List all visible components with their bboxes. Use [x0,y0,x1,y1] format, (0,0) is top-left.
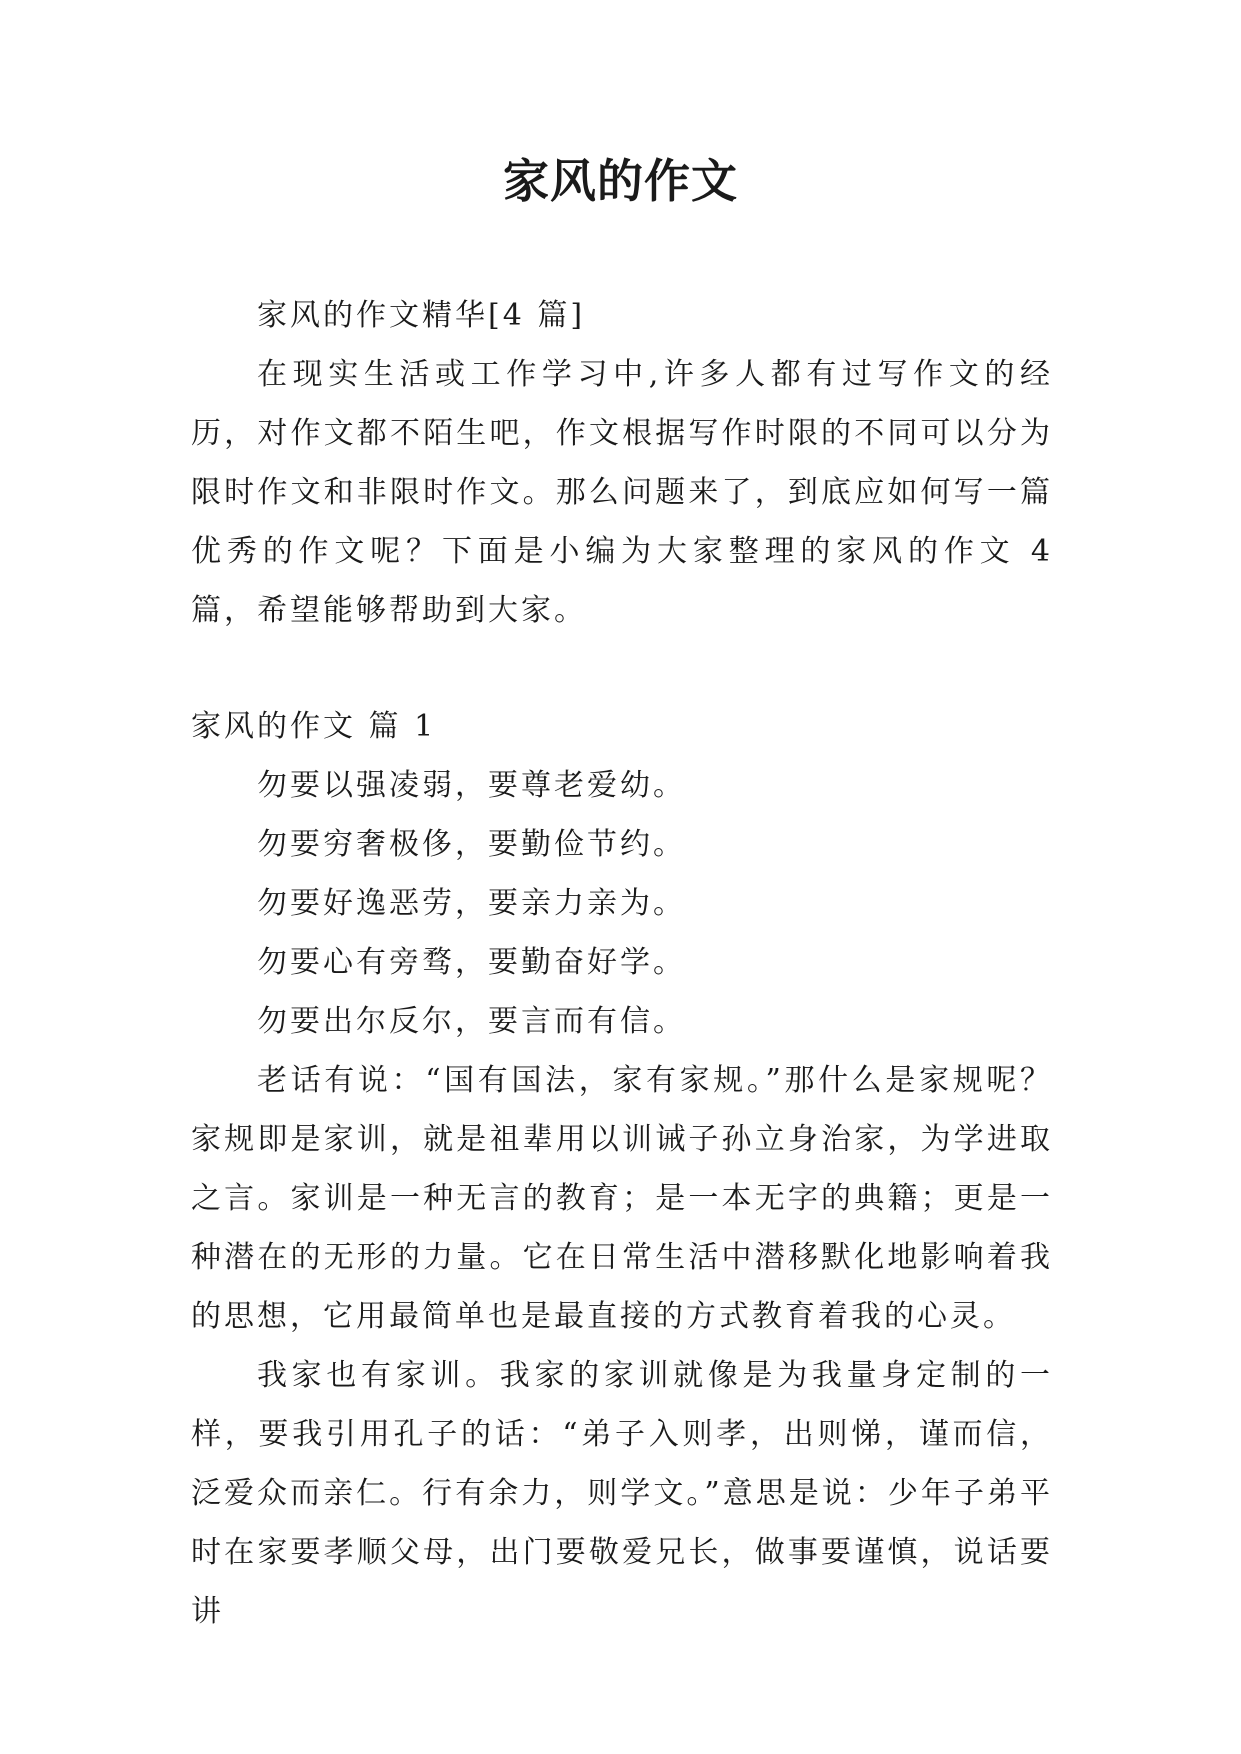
list-item: 勿要出尔反尔，要言而有信。 [257,1004,686,1039]
document-body [191,286,1053,1641]
document-subtitle: 家风的作文精华[4 篇] [257,298,586,333]
list-item: 勿要以强凌弱，要尊老爱幼。 [257,768,686,803]
document-title: 家风的作文 [503,154,738,208]
list-item: 勿要好逸恶劳，要亲力亲为。 [257,886,686,921]
body-paragraph-2: 我家也有家训。我家的家训就像是为我量身定制的一样，要我引用孔子的话：“弟子入则孝，出则悌，谨而信，泛爱众而亲仁。行有余力，则学文。”意思是说：少年子弟平时在家要孝顺父母，出门要敬爱兄长，做事要谨慎，说话要讲 [191,1358,1053,1629]
list-item: 勿要心有旁骛，要勤奋好学。 [257,945,686,980]
list-item: 勿要穷奢极侈，要勤俭节约。 [257,827,686,862]
section-spacer [191,640,1053,697]
section-heading: 家风的作文 篇 1 [191,709,437,744]
intro-paragraph: 在现实生活或工作学习中,许多人都有过写作文的经历，对作文都不陌生吧，作文根据写作时限的不同可以分为限时作文和非限时作文。那么问题来了，到底应如何写一篇优秀的作文呢？下面是小编为大家整理的家风的作文 4 篇，希望能够帮助到大家。 [191,357,1053,628]
body-paragraph-1: 老话有说：“国有国法，家有家规。”那什么是家规呢？家规即是家训，就是祖辈用以训诫子孙立身治家，为学进取之言。家训是一种无言的教育；是一本无字的典籍；更是一种潜在的无形的力量。它在日常生活中潜移默化地影响着我的思想，它用最简单也是最直接的方式教育着我的心灵。 [191,1063,1053,1334]
